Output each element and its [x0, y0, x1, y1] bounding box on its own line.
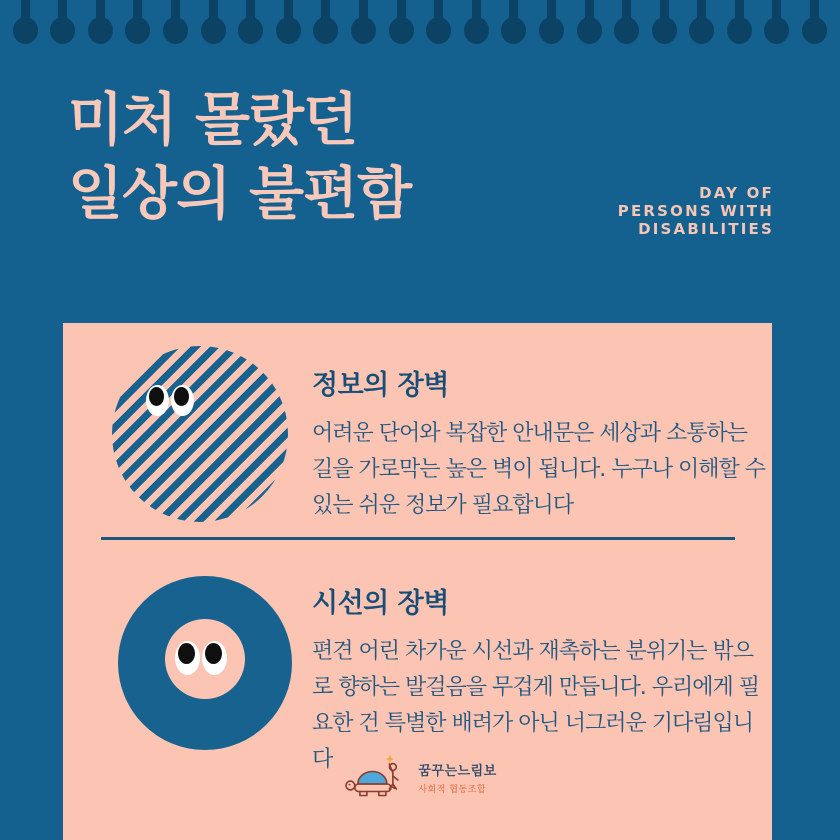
- section-heading: 정보의 장벽: [312, 370, 449, 401]
- googly-eyes-icon: [146, 385, 194, 416]
- title-line-2: 일상의 불편함: [68, 161, 412, 227]
- binding-pin: [577, 0, 602, 44]
- binding-pin: [464, 0, 489, 44]
- binding-pin: [802, 0, 827, 44]
- section-gaze-barrier: [312, 581, 768, 778]
- binding-pin: [13, 0, 38, 44]
- binding-pin: [689, 0, 714, 44]
- binding-pin: [50, 0, 75, 44]
- binding-pin: [389, 0, 414, 44]
- binding-pin: [313, 0, 338, 44]
- binding-pins: [0, 0, 840, 44]
- org-name: 꿈꾸는느림보: [418, 763, 497, 779]
- binding-pin: [201, 0, 226, 44]
- binding-pin: [501, 0, 526, 44]
- title-line-1: 미처 몰랐던: [68, 87, 358, 153]
- binding-pin: [276, 0, 301, 44]
- binding-pin: [764, 0, 789, 44]
- page-title: [68, 83, 411, 231]
- binding-pin: [351, 0, 376, 44]
- section-divider: [101, 537, 735, 540]
- binding-pin: [426, 0, 451, 44]
- binding-pin: [125, 0, 150, 44]
- tagline-line-2: PERSONS WITH: [617, 202, 774, 220]
- org-subtitle: 사회적 협동조합: [418, 784, 487, 795]
- info-card: [63, 323, 772, 840]
- googly-eyes-icon: [175, 641, 227, 675]
- binding-pin: [88, 0, 113, 44]
- section-body: 편견 어린 차가운 시선과 재촉하는 분위기는 밖으로 향하는 발걸음을 무겁게 만듭니다. 우리에게 필요한 건 특별한 배려가 아닌 너그러운 기다림입니다: [312, 639, 759, 772]
- tagline-line-3: DISABILITIES: [638, 220, 774, 238]
- section-body: 어려운 단어와 복잡한 안내문은 세상과 소통하는 길을 가로막는 높은 벽이 됩니다. 누구나 이해할 수 있는 쉬운 정보가 필요합니다: [312, 421, 765, 518]
- section-information-barrier: [312, 363, 768, 524]
- binding-pin: [727, 0, 752, 44]
- eye-icon: [202, 641, 227, 675]
- section-heading: 시선의 장벽: [312, 588, 449, 619]
- eye-icon: [171, 385, 194, 416]
- eye-icon: [146, 385, 169, 416]
- org-logo-text: [418, 760, 496, 795]
- turtle-with-flag-bearer-icon: [344, 754, 410, 800]
- binding-pin: [652, 0, 677, 44]
- binding-pin: [238, 0, 263, 44]
- eye-icon: [175, 641, 200, 675]
- striped-circle-illustration: [112, 346, 288, 522]
- tagline-line-1: DAY OF: [699, 184, 774, 202]
- org-logo: [344, 754, 496, 800]
- binding-pin: [163, 0, 188, 44]
- binding-pin: [539, 0, 564, 44]
- event-tagline: [618, 184, 774, 238]
- binding-pin: [614, 0, 639, 44]
